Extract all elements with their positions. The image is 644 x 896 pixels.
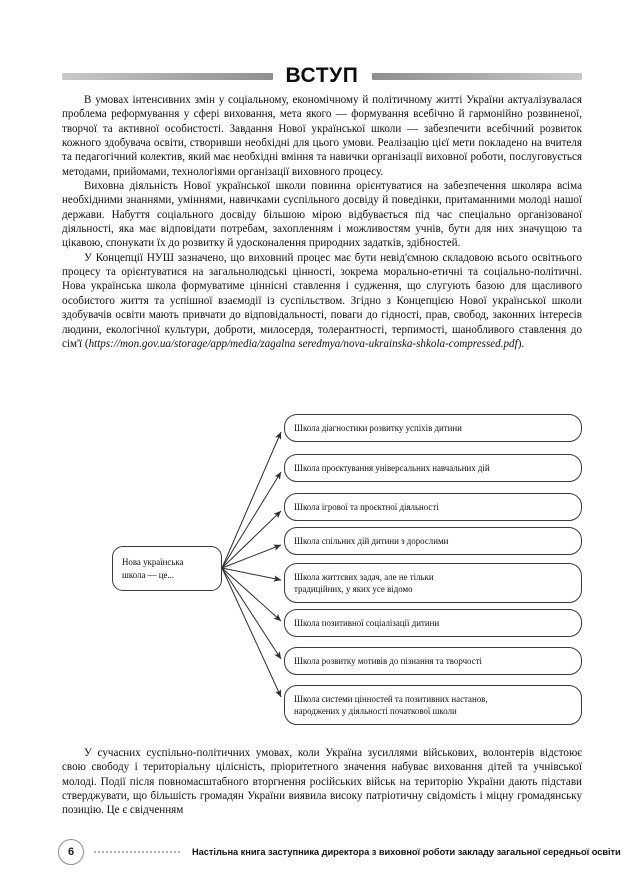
leaf-2-line-1: Школа проєктування універсальних навчальних дій (294, 462, 490, 473)
title-rule-left (62, 73, 273, 80)
leaf-7-line-1: Школа розвитку мотивів до пізнання та творчості (294, 655, 482, 666)
footer-dot-rule (93, 848, 181, 856)
leaf-3-line-1: Школа ігрової та проєктної діяльності (294, 501, 439, 512)
diagram-leaf-1 (284, 414, 582, 442)
leaf-8-line-2: народжених у діяльності початкової школи (294, 706, 457, 716)
diagram-leaf-7 (284, 647, 582, 675)
connector-5 (222, 568, 281, 580)
diagram-leaf-4 (284, 527, 582, 555)
leaf-8-line-1: Школа системи цінностей та позитивних настанов, (294, 693, 488, 704)
diagram-leaf-5 (284, 563, 582, 603)
center-node-line-1: Нова українська (122, 557, 184, 568)
paragraph-2: Виховна діяльність Нової української школи повинна орієнтуватися на забезпечення школяра всіма необхідними знаннями, уміннями, навичками суспільного досвіду й поведінки, притаманними молоді нашої держави. Набуття соціального досвіду більшою мірою відбувається під час спеціально організованої діяльності, яка має відповідати потребам, захопленням і можливостям учнів, бути для них значущою та цікавою, спонукати їх до розвитку й удосконалення природних задатків, здібностей. (62, 180, 582, 250)
leaf-1-line-1: Школа діагностики розвитку успіхів дитини (294, 422, 462, 433)
page-title-row (62, 60, 582, 92)
paragraph-3 (62, 251, 582, 351)
leaf-6-line-1: Школа позитивної соціалізації дитини (294, 617, 440, 628)
diagram-leaf-3 (284, 493, 582, 521)
connector-1 (222, 432, 281, 568)
connector-8 (222, 568, 281, 697)
title-rule-right (372, 73, 583, 80)
intro-text-block (62, 93, 582, 351)
paragraph-3-text: У Концепції НУШ зазначено, що виховний процес має бути невід'ємною складовою всього освітнього процесу та орієнтуватися на загальнолюдські цінності, зокрема морально-етичні та соціально-політичні. Нова українська школа формуватиме ціннісні ставлення і судження, що слугують базою для щасливого особистого життя та успішної взаємодії із суспільством. Згідно з Концепцією Нової української школи здобувачів освіти мають привчати до відповідальності, поваги до гідності, прав, свобод, законних інтересів людини, екологічної культури, доброти, милосердя, толерантності, терпимості, шанобливого ставлення до сім'ї ( (62, 251, 582, 350)
paragraph-1: В умовах інтенсивних змін у соціальному, економічному й політичному житті України актуалізувалася проблема реформування у сфері виховання, мета якого — формування всебічно й гармонійно розвиненої, творчої та активної особистості. Завдання Нової української школи — забезпечити всебічний розвиток кожного здобувача освіти, створивши необхідні для цього умови. Реалізацію цієї мети покладено на вчителя та педагогічний колектив, який має необхідні вміння та навички організації виховної роботи, послуговується методами, прийомами, технологіями організації виховного процесу. (62, 94, 582, 178)
page-footer (58, 838, 621, 866)
diagram-leaf-2 (284, 454, 582, 482)
page-number: 6 (58, 839, 84, 865)
leaf-5-line-2: традиційних, у яких усе відомо (294, 584, 413, 594)
leaf-5-line-1: Школа життєвих задач, але не тільки (294, 571, 434, 582)
footer-book-title: Настільна книга заступника директора з виховної роботи закладу загальної середньої освіти (192, 847, 621, 857)
paragraph-3-tail: ). (517, 337, 525, 350)
diagram-leaf-8 (284, 685, 582, 725)
page-title: ВСТУП (285, 64, 359, 87)
diagram-center-node (112, 546, 222, 591)
center-node-line-2: школа — це... (122, 569, 175, 580)
paragraph-4: У сучасних суспільно-політичних умовах, коли Україна зусиллями військових, волонтерів відстоює свою свободу і територіальну цілісність, пріоритетного значення набуває виховання дітей та учнівської молоді. Події після повномасштабного вторгнення російських військ на територію України дають підстави стверджувати, що більшість громадян України виявила високу патріотичну свідомість і міцну громадянську позицію. Це є свідченням (62, 747, 582, 817)
source-link: https://mon.gov.ua/storage/app/media/zagalna seredmya/nova-ukrainska-shkola-compressed.pdf (88, 337, 518, 350)
diagram-leaf-6 (284, 609, 582, 637)
closing-text-block (62, 746, 582, 818)
leaf-4-line-1: Школа спільних дій дитини з дорослими (294, 535, 449, 546)
nush-concept-diagram (62, 414, 582, 736)
